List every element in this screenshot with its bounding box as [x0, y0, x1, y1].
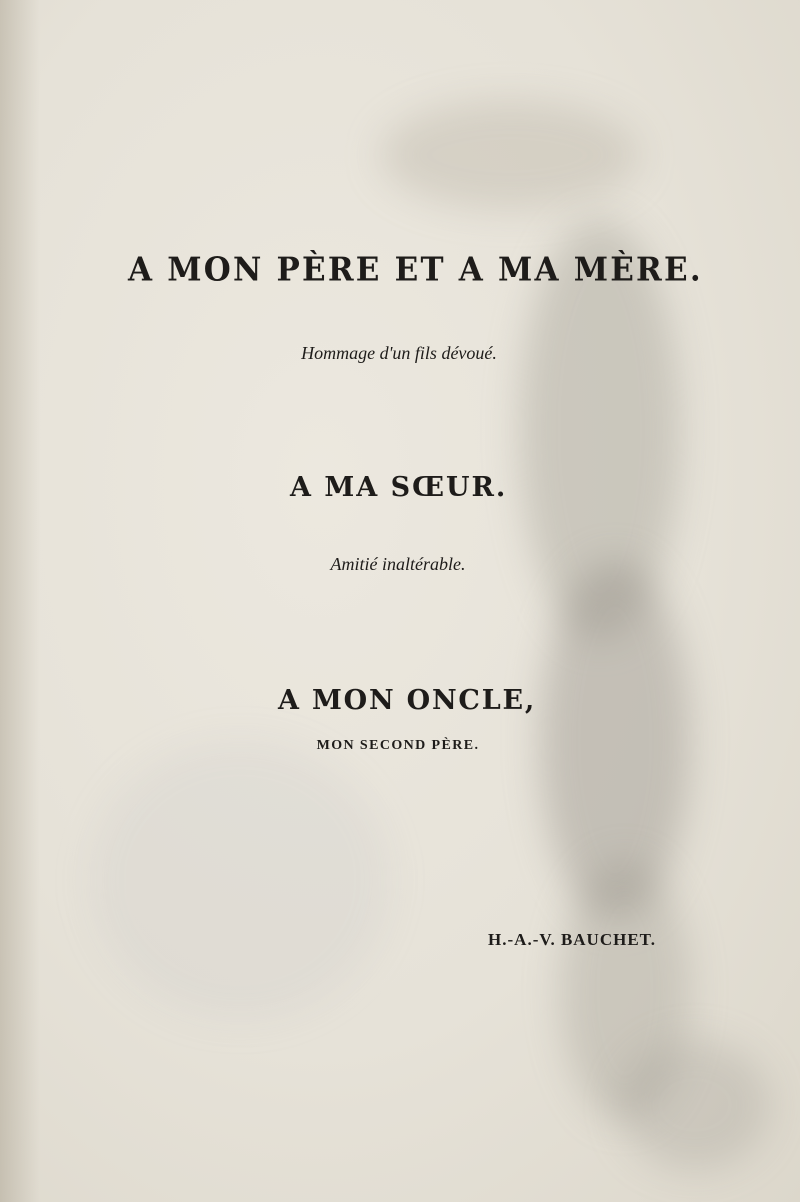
dedication-sister-subtext: Amitié inaltérable. — [330, 554, 466, 574]
dedication-uncle-heading: A MON ONCLE, — [278, 685, 537, 716]
page-gutter-shadow — [0, 0, 40, 1202]
dedication-parents-subtext: Hommage d'un fils dévoué. — [301, 343, 497, 363]
dedication-sister-heading: A MA SŒUR. — [290, 472, 508, 503]
damp-stain — [380, 100, 640, 210]
dedication-parents-heading: A MON PÈRE ET A MA MÈRE. — [128, 251, 703, 289]
damp-stain — [620, 1040, 770, 1170]
bleed-through-shadow — [90, 740, 390, 1020]
dedication-uncle-subtext: MON SECOND PÈRE. — [316, 738, 480, 753]
author-signature: H.-A.-V. BAUCHET. — [488, 930, 656, 949]
